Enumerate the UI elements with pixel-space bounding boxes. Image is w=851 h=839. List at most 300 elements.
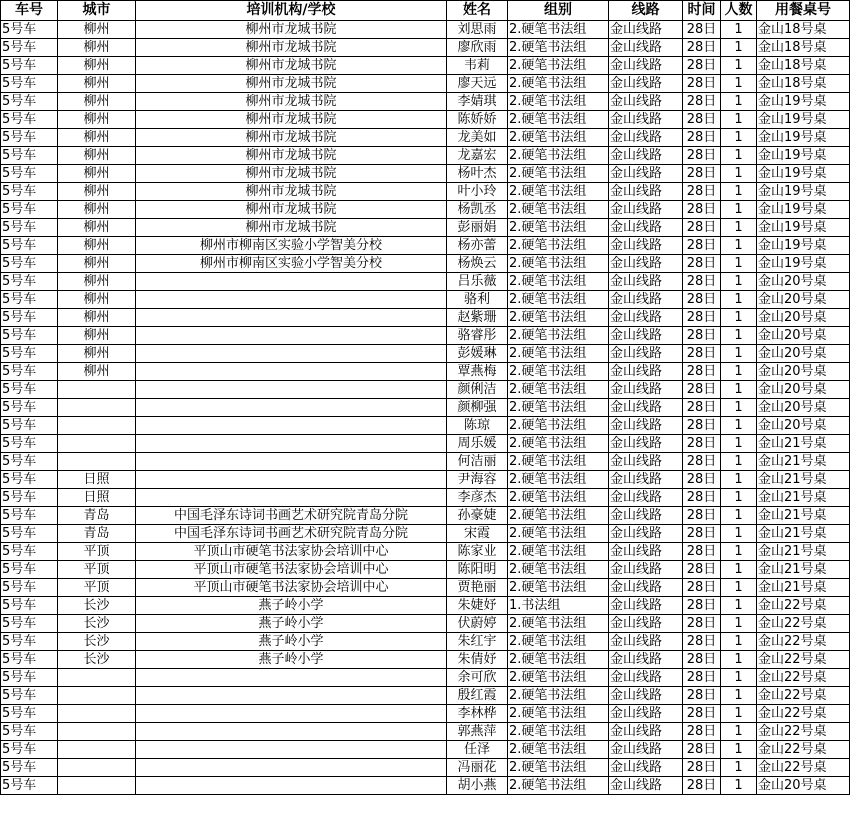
route-cell: 金山线路: [609, 201, 683, 219]
name-cell: 骆睿彤: [447, 327, 508, 345]
school-cell: 柳州市龙城书院: [136, 75, 447, 93]
car-cell: 5号车: [1, 129, 58, 147]
table-number-cell: 金山20号桌: [757, 345, 850, 363]
table-row: [1, 399, 850, 417]
date-cell: 28日: [683, 291, 721, 309]
table-row: [1, 597, 850, 615]
group-cell: 2.硬笔书法组: [508, 489, 609, 507]
car-cell: 5号车: [1, 417, 58, 435]
table-row: [1, 471, 850, 489]
table-row: [1, 345, 850, 363]
table-number-cell: 金山22号桌: [757, 723, 850, 741]
date-cell: 28日: [683, 93, 721, 111]
count-cell: 1: [721, 723, 757, 741]
car-cell: 5号车: [1, 273, 58, 291]
city-cell: 柳州: [58, 273, 136, 291]
table-number-cell: 金山19号桌: [757, 219, 850, 237]
count-cell: 1: [721, 759, 757, 777]
school-cell: [136, 399, 447, 417]
route-cell: 金山线路: [609, 237, 683, 255]
name-cell: 余可欣: [447, 669, 508, 687]
group-cell: 2.硬笔书法组: [508, 111, 609, 129]
count-cell: 1: [721, 633, 757, 651]
group-cell: 2.硬笔书法组: [508, 273, 609, 291]
group-cell: 2.硬笔书法组: [508, 39, 609, 57]
school-cell: [136, 309, 447, 327]
route-cell: 金山线路: [609, 381, 683, 399]
table-row: [1, 669, 850, 687]
table-number-cell: 金山20号桌: [757, 399, 850, 417]
city-cell: 柳州: [58, 21, 136, 39]
car-cell: 5号车: [1, 93, 58, 111]
table-row: [1, 543, 850, 561]
school-cell: 柳州市龙城书院: [136, 147, 447, 165]
group-cell: 2.硬笔书法组: [508, 57, 609, 75]
date-cell: 28日: [683, 363, 721, 381]
route-cell: 金山线路: [609, 471, 683, 489]
group-cell: 2.硬笔书法组: [508, 291, 609, 309]
car-cell: 5号车: [1, 345, 58, 363]
name-cell: 杨叶杰: [447, 165, 508, 183]
route-cell: 金山线路: [609, 57, 683, 75]
city-cell: 柳州: [58, 309, 136, 327]
table-row: [1, 93, 850, 111]
city-cell: 日照: [58, 489, 136, 507]
route-cell: 金山线路: [609, 435, 683, 453]
name-cell: 骆利: [447, 291, 508, 309]
group-cell: 2.硬笔书法组: [508, 705, 609, 723]
school-cell: [136, 741, 447, 759]
school-cell: 柳州市龙城书院: [136, 201, 447, 219]
city-cell: [58, 399, 136, 417]
name-cell: 李林桦: [447, 705, 508, 723]
school-cell: 平顶山市硬笔书法家协会培训中心: [136, 543, 447, 561]
route-cell: 金山线路: [609, 651, 683, 669]
table-number-cell: 金山21号桌: [757, 489, 850, 507]
date-cell: 28日: [683, 759, 721, 777]
car-cell: 5号车: [1, 507, 58, 525]
date-cell: 28日: [683, 741, 721, 759]
city-cell: 平顶: [58, 579, 136, 597]
name-cell: 贾艳丽: [447, 579, 508, 597]
school-cell: [136, 759, 447, 777]
route-cell: 金山线路: [609, 741, 683, 759]
city-cell: 柳州: [58, 57, 136, 75]
table-row: [1, 615, 850, 633]
count-cell: 1: [721, 219, 757, 237]
date-cell: 28日: [683, 525, 721, 543]
route-cell: 金山线路: [609, 399, 683, 417]
route-cell: 金山线路: [609, 345, 683, 363]
name-cell: 覃燕梅: [447, 363, 508, 381]
school-cell: 燕子岭小学: [136, 633, 447, 651]
table-number-cell: 金山21号桌: [757, 453, 850, 471]
date-cell: 28日: [683, 165, 721, 183]
school-cell: [136, 723, 447, 741]
city-cell: 柳州: [58, 129, 136, 147]
table-row: [1, 57, 850, 75]
count-cell: 1: [721, 201, 757, 219]
route-cell: 金山线路: [609, 21, 683, 39]
city-cell: 长沙: [58, 597, 136, 615]
group-cell: 2.硬笔书法组: [508, 129, 609, 147]
school-cell: [136, 435, 447, 453]
date-cell: 28日: [683, 57, 721, 75]
school-cell: 柳州市柳南区实验小学智美分校: [136, 255, 447, 273]
header-cell: 用餐桌号: [757, 1, 850, 21]
table-row: [1, 129, 850, 147]
route-cell: 金山线路: [609, 165, 683, 183]
header-row: [1, 1, 850, 21]
car-cell: 5号车: [1, 219, 58, 237]
route-cell: 金山线路: [609, 723, 683, 741]
table-number-cell: 金山21号桌: [757, 543, 850, 561]
city-cell: 柳州: [58, 111, 136, 129]
table-number-cell: 金山19号桌: [757, 237, 850, 255]
table-row: [1, 291, 850, 309]
route-cell: 金山线路: [609, 777, 683, 795]
route-cell: 金山线路: [609, 219, 683, 237]
school-cell: 柳州市龙城书院: [136, 57, 447, 75]
date-cell: 28日: [683, 597, 721, 615]
car-cell: 5号车: [1, 111, 58, 129]
table-row: [1, 363, 850, 381]
car-cell: 5号车: [1, 183, 58, 201]
city-cell: 平顶: [58, 543, 136, 561]
school-cell: [136, 327, 447, 345]
date-cell: 28日: [683, 309, 721, 327]
name-cell: 郭燕萍: [447, 723, 508, 741]
name-cell: 吕乐薇: [447, 273, 508, 291]
group-cell: 2.硬笔书法组: [508, 363, 609, 381]
group-cell: 2.硬笔书法组: [508, 435, 609, 453]
count-cell: 1: [721, 741, 757, 759]
route-cell: 金山线路: [609, 525, 683, 543]
date-cell: 28日: [683, 615, 721, 633]
table-row: [1, 759, 850, 777]
count-cell: 1: [721, 93, 757, 111]
date-cell: 28日: [683, 417, 721, 435]
date-cell: 28日: [683, 129, 721, 147]
table-row: [1, 687, 850, 705]
car-cell: 5号车: [1, 777, 58, 795]
route-cell: 金山线路: [609, 417, 683, 435]
table-number-cell: 金山22号桌: [757, 615, 850, 633]
count-cell: 1: [721, 615, 757, 633]
count-cell: 1: [721, 705, 757, 723]
school-cell: [136, 273, 447, 291]
school-cell: [136, 381, 447, 399]
header-cell: 组别: [508, 1, 609, 21]
date-cell: 28日: [683, 507, 721, 525]
group-cell: 2.硬笔书法组: [508, 723, 609, 741]
group-cell: 2.硬笔书法组: [508, 75, 609, 93]
header-cell: 车号: [1, 1, 58, 21]
name-cell: 周乐媛: [447, 435, 508, 453]
count-cell: 1: [721, 255, 757, 273]
group-cell: 2.硬笔书法组: [508, 147, 609, 165]
table-row: [1, 39, 850, 57]
date-cell: 28日: [683, 273, 721, 291]
table-row: [1, 507, 850, 525]
name-cell: 宋霞: [447, 525, 508, 543]
car-cell: 5号车: [1, 309, 58, 327]
group-cell: 2.硬笔书法组: [508, 219, 609, 237]
group-cell: 2.硬笔书法组: [508, 453, 609, 471]
count-cell: 1: [721, 453, 757, 471]
city-cell: 柳州: [58, 219, 136, 237]
car-cell: 5号车: [1, 381, 58, 399]
date-cell: 28日: [683, 75, 721, 93]
date-cell: 28日: [683, 471, 721, 489]
count-cell: 1: [721, 525, 757, 543]
group-cell: 2.硬笔书法组: [508, 93, 609, 111]
city-cell: 柳州: [58, 255, 136, 273]
name-cell: 何洁丽: [447, 453, 508, 471]
name-cell: 李彦杰: [447, 489, 508, 507]
roster-body: [1, 21, 850, 795]
school-cell: 柳州市龙城书院: [136, 21, 447, 39]
table-row: [1, 381, 850, 399]
route-cell: 金山线路: [609, 489, 683, 507]
route-cell: 金山线路: [609, 615, 683, 633]
group-cell: 2.硬笔书法组: [508, 183, 609, 201]
city-cell: [58, 669, 136, 687]
count-cell: 1: [721, 687, 757, 705]
city-cell: [58, 759, 136, 777]
name-cell: 韦莉: [447, 57, 508, 75]
count-cell: 1: [721, 21, 757, 39]
car-cell: 5号车: [1, 759, 58, 777]
table-number-cell: 金山21号桌: [757, 579, 850, 597]
car-cell: 5号车: [1, 597, 58, 615]
date-cell: 28日: [683, 633, 721, 651]
school-cell: 燕子岭小学: [136, 615, 447, 633]
city-cell: 青岛: [58, 507, 136, 525]
date-cell: 28日: [683, 561, 721, 579]
group-cell: 2.硬笔书法组: [508, 543, 609, 561]
route-cell: 金山线路: [609, 255, 683, 273]
header-cell: 姓名: [447, 1, 508, 21]
car-cell: 5号车: [1, 651, 58, 669]
date-cell: 28日: [683, 543, 721, 561]
group-cell: 2.硬笔书法组: [508, 777, 609, 795]
route-cell: 金山线路: [609, 633, 683, 651]
name-cell: 龙嘉宏: [447, 147, 508, 165]
table-number-cell: 金山19号桌: [757, 201, 850, 219]
group-cell: 1.书法组: [508, 597, 609, 615]
route-cell: 金山线路: [609, 309, 683, 327]
car-cell: 5号车: [1, 165, 58, 183]
table-number-cell: 金山22号桌: [757, 669, 850, 687]
city-cell: 柳州: [58, 147, 136, 165]
car-cell: 5号车: [1, 255, 58, 273]
group-cell: 2.硬笔书法组: [508, 471, 609, 489]
date-cell: 28日: [683, 399, 721, 417]
route-cell: 金山线路: [609, 543, 683, 561]
school-cell: 柳州市龙城书院: [136, 165, 447, 183]
date-cell: 28日: [683, 381, 721, 399]
city-cell: [58, 453, 136, 471]
car-cell: 5号车: [1, 525, 58, 543]
group-cell: 2.硬笔书法组: [508, 345, 609, 363]
count-cell: 1: [721, 417, 757, 435]
count-cell: 1: [721, 147, 757, 165]
route-cell: 金山线路: [609, 579, 683, 597]
group-cell: 2.硬笔书法组: [508, 759, 609, 777]
count-cell: 1: [721, 291, 757, 309]
name-cell: 陈娇娇: [447, 111, 508, 129]
school-cell: 中国毛泽东诗词书画艺术研究院青岛分院: [136, 525, 447, 543]
count-cell: 1: [721, 111, 757, 129]
city-cell: 柳州: [58, 183, 136, 201]
table-row: [1, 453, 850, 471]
group-cell: 2.硬笔书法组: [508, 309, 609, 327]
route-cell: 金山线路: [609, 669, 683, 687]
name-cell: 赵紫珊: [447, 309, 508, 327]
name-cell: 李婧琪: [447, 93, 508, 111]
name-cell: 彭媛琳: [447, 345, 508, 363]
date-cell: 28日: [683, 651, 721, 669]
table-number-cell: 金山19号桌: [757, 93, 850, 111]
table-row: [1, 183, 850, 201]
car-cell: 5号车: [1, 489, 58, 507]
table-number-cell: 金山20号桌: [757, 381, 850, 399]
school-cell: [136, 705, 447, 723]
table-row: [1, 741, 850, 759]
car-cell: 5号车: [1, 363, 58, 381]
count-cell: 1: [721, 57, 757, 75]
name-cell: 颜俐洁: [447, 381, 508, 399]
route-cell: 金山线路: [609, 687, 683, 705]
table-number-cell: 金山20号桌: [757, 417, 850, 435]
date-cell: 28日: [683, 705, 721, 723]
school-cell: [136, 291, 447, 309]
date-cell: 28日: [683, 687, 721, 705]
name-cell: 杨凯丞: [447, 201, 508, 219]
route-cell: 金山线路: [609, 129, 683, 147]
name-cell: 刘思雨: [447, 21, 508, 39]
table-number-cell: 金山20号桌: [757, 291, 850, 309]
car-cell: 5号车: [1, 561, 58, 579]
count-cell: 1: [721, 777, 757, 795]
route-cell: 金山线路: [609, 453, 683, 471]
group-cell: 2.硬笔书法组: [508, 561, 609, 579]
table-number-cell: 金山22号桌: [757, 687, 850, 705]
count-cell: 1: [721, 165, 757, 183]
school-cell: 柳州市龙城书院: [136, 93, 447, 111]
group-cell: 2.硬笔书法组: [508, 687, 609, 705]
city-cell: 青岛: [58, 525, 136, 543]
group-cell: 2.硬笔书法组: [508, 399, 609, 417]
table-number-cell: 金山20号桌: [757, 363, 850, 381]
date-cell: 28日: [683, 201, 721, 219]
count-cell: 1: [721, 75, 757, 93]
count-cell: 1: [721, 237, 757, 255]
name-cell: 颜柳强: [447, 399, 508, 417]
group-cell: 2.硬笔书法组: [508, 525, 609, 543]
date-cell: 28日: [683, 219, 721, 237]
table-number-cell: 金山18号桌: [757, 21, 850, 39]
name-cell: 叶小玲: [447, 183, 508, 201]
route-cell: 金山线路: [609, 507, 683, 525]
route-cell: 金山线路: [609, 147, 683, 165]
date-cell: 28日: [683, 183, 721, 201]
table-number-cell: 金山22号桌: [757, 597, 850, 615]
route-cell: 金山线路: [609, 75, 683, 93]
count-cell: 1: [721, 471, 757, 489]
table-row: [1, 435, 850, 453]
date-cell: 28日: [683, 579, 721, 597]
name-cell: 廖天远: [447, 75, 508, 93]
car-cell: 5号车: [1, 543, 58, 561]
school-cell: [136, 363, 447, 381]
table-number-cell: 金山21号桌: [757, 435, 850, 453]
group-cell: 2.硬笔书法组: [508, 201, 609, 219]
city-cell: 柳州: [58, 75, 136, 93]
car-cell: 5号车: [1, 471, 58, 489]
count-cell: 1: [721, 39, 757, 57]
count-cell: 1: [721, 579, 757, 597]
name-cell: 陈家业: [447, 543, 508, 561]
table-number-cell: 金山19号桌: [757, 111, 850, 129]
route-cell: 金山线路: [609, 291, 683, 309]
car-cell: 5号车: [1, 453, 58, 471]
city-cell: [58, 687, 136, 705]
route-cell: 金山线路: [609, 759, 683, 777]
table-row: [1, 219, 850, 237]
city-cell: [58, 741, 136, 759]
group-cell: 2.硬笔书法组: [508, 255, 609, 273]
table-number-cell: 金山22号桌: [757, 759, 850, 777]
name-cell: 朱倩妤: [447, 651, 508, 669]
table-number-cell: 金山22号桌: [757, 633, 850, 651]
city-cell: [58, 777, 136, 795]
table-number-cell: 金山18号桌: [757, 57, 850, 75]
table-row: [1, 561, 850, 579]
count-cell: 1: [721, 327, 757, 345]
table-row: [1, 237, 850, 255]
car-cell: 5号车: [1, 291, 58, 309]
name-cell: 朱红宇: [447, 633, 508, 651]
table-number-cell: 金山21号桌: [757, 525, 850, 543]
city-cell: 平顶: [58, 561, 136, 579]
table-number-cell: 金山21号桌: [757, 507, 850, 525]
school-cell: [136, 777, 447, 795]
car-cell: 5号车: [1, 327, 58, 345]
table-number-cell: 金山18号桌: [757, 39, 850, 57]
city-cell: 柳州: [58, 165, 136, 183]
school-cell: [136, 471, 447, 489]
group-cell: 2.硬笔书法组: [508, 417, 609, 435]
name-cell: 廖欣雨: [447, 39, 508, 57]
table-row: [1, 327, 850, 345]
name-cell: 孙豪婕: [447, 507, 508, 525]
city-cell: 柳州: [58, 237, 136, 255]
group-cell: 2.硬笔书法组: [508, 165, 609, 183]
date-cell: 28日: [683, 435, 721, 453]
table-row: [1, 273, 850, 291]
route-cell: 金山线路: [609, 561, 683, 579]
count-cell: 1: [721, 435, 757, 453]
group-cell: 2.硬笔书法组: [508, 579, 609, 597]
date-cell: 28日: [683, 345, 721, 363]
table-row: [1, 165, 850, 183]
school-cell: 燕子岭小学: [136, 651, 447, 669]
school-cell: [136, 345, 447, 363]
school-cell: 柳州市柳南区实验小学智美分校: [136, 237, 447, 255]
city-cell: 长沙: [58, 651, 136, 669]
